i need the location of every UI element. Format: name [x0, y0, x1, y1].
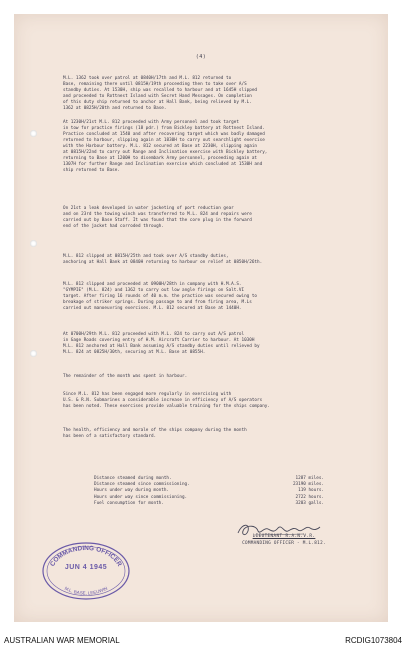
punch-hole-middle [30, 240, 37, 247]
paragraph-2: At 1230H/21st M.L. 812 proceeded with Army personnel and took target in tow for practice firings (18 pdr.) from Bickley battery at Rottnest Island. Practice concluded at 1540 and after recovering target which was badly damaged returned to harbour, slipping again at 1830H to carry out searchlight exercise with the Harbour battery. M.L. 812 secured at Base at 2230H, slipping again at 0815H/22nd to carry out Range and Inclination exercise with Bickley battery, returning to Base at 1200H to disembark Army personnel, proceeding again at 1307H for further Range and Inclination exercise which concluded at 1530H and ship returned to Base. [63, 120, 268, 173]
stamp-date: JUN 4 1945 [64, 564, 108, 571]
punch-hole-top [30, 130, 37, 137]
paragraph-4: M.L. 812 slipped at 0815H/25th and took over A/S standby duties, anchoring at Hall Bank at 0840H returning to harbour on relief at 0850H/26th. [63, 254, 263, 265]
paragraph-5: M.L. 812 slipped and proceeded at 0900H/28th in company with H.M.A.S. "GYMPIE" (M.L. 824) and 1362 to carry out low angle firings on Salt.VI target. After firing 16 rounds of 40 m.m. the practice was secured owing to breakage of striker springs. During passage to and from firing area, M.Ls carried out manoeuvring exercises. M.L. 812 secured at Base at 1440H. [63, 282, 258, 311]
paragraph-9: The health, efficiency and morale of the ships company during the month has been of a satisfactory standard. [63, 428, 247, 439]
paragraph-6: At 0700H/29th M.L. 812 proceeded with M.L. 824 to carry out A/S patrol in Gage Roads covering entry of H.M. Aircraft Carrier to harbour. At 1030H M.L. 812 anchored at Hall Bank assuming A/S standby duties until relieved by M.L. 824 at 0825H/30th, securing at M.L. Base at 0855H. [63, 332, 260, 355]
footer-record-id: RCDIG1073804 [345, 636, 402, 645]
stamp-top-text: COMMANDING OFFICER [49, 544, 123, 568]
punch-hole-bottom [30, 350, 37, 357]
stat-row: Distance steamed since commissioning. 23190 miles. [94, 482, 324, 488]
stat-row: Hours under way during month. 119 hours. [94, 488, 324, 494]
signature-block [214, 534, 354, 547]
page-number: (4) [195, 54, 207, 60]
stat-row: Fuel consumption for month. 3203 galls. [94, 500, 324, 506]
paragraph-1: M.L. 1362 took over patrol at 0840H/17th and M.L. 812 returned to Base, remaining there until 0815H/19th proceeding then to take over A/S standby duties. At 1530H, ship was recalled to harbour and at 1645H slipped and proceeded to Rottnest Island with Secret Hand Messages. On completion of this duty ship returned to anchor at Hall Bank, being relieved by M.L. 1362 at 0825H/20th and returned to Base. [63, 76, 258, 111]
statistics-table [94, 476, 324, 507]
document-page [14, 14, 388, 622]
footer-source: AUSTRALIAN WAR MEMORIAL [4, 636, 120, 645]
signatory-rank: LIEUTENANT R.A.N.V.R. [252, 534, 316, 539]
commanding-officer-stamp [40, 540, 132, 602]
paragraph-8: Since M.L. 812 has been engaged more regularly in exercising with U.S. & R.N. Submarines a considerable increase in efficiency of A/S operators has been noted. These exercises provide valuable training for the ships company. [63, 392, 270, 409]
paragraph-7: The remainder of the month was spent in harbour. [63, 374, 188, 379]
stat-row: Hours under way since commissioning. 2722 hours. [94, 494, 324, 500]
stat-row: Distance steamed during month. 1287 miles. [94, 476, 324, 481]
stamp-bottom-text: M.L. BASE, LEEUWIN [63, 585, 109, 596]
svg-text:M.L. BASE, LEEUWIN [64, 586, 108, 596]
signatory-title: COMMANDING OFFICER - M.L.812. [242, 540, 326, 546]
paragraph-3: On 21st a leak developed in water jacketing of port reduction gear and on 23rd the towing winch was transferred to M.L. 824 and repairs were carried out by Base Staff. It was found that the core plug in the forward end of the jacket had corroded through. [63, 206, 252, 229]
